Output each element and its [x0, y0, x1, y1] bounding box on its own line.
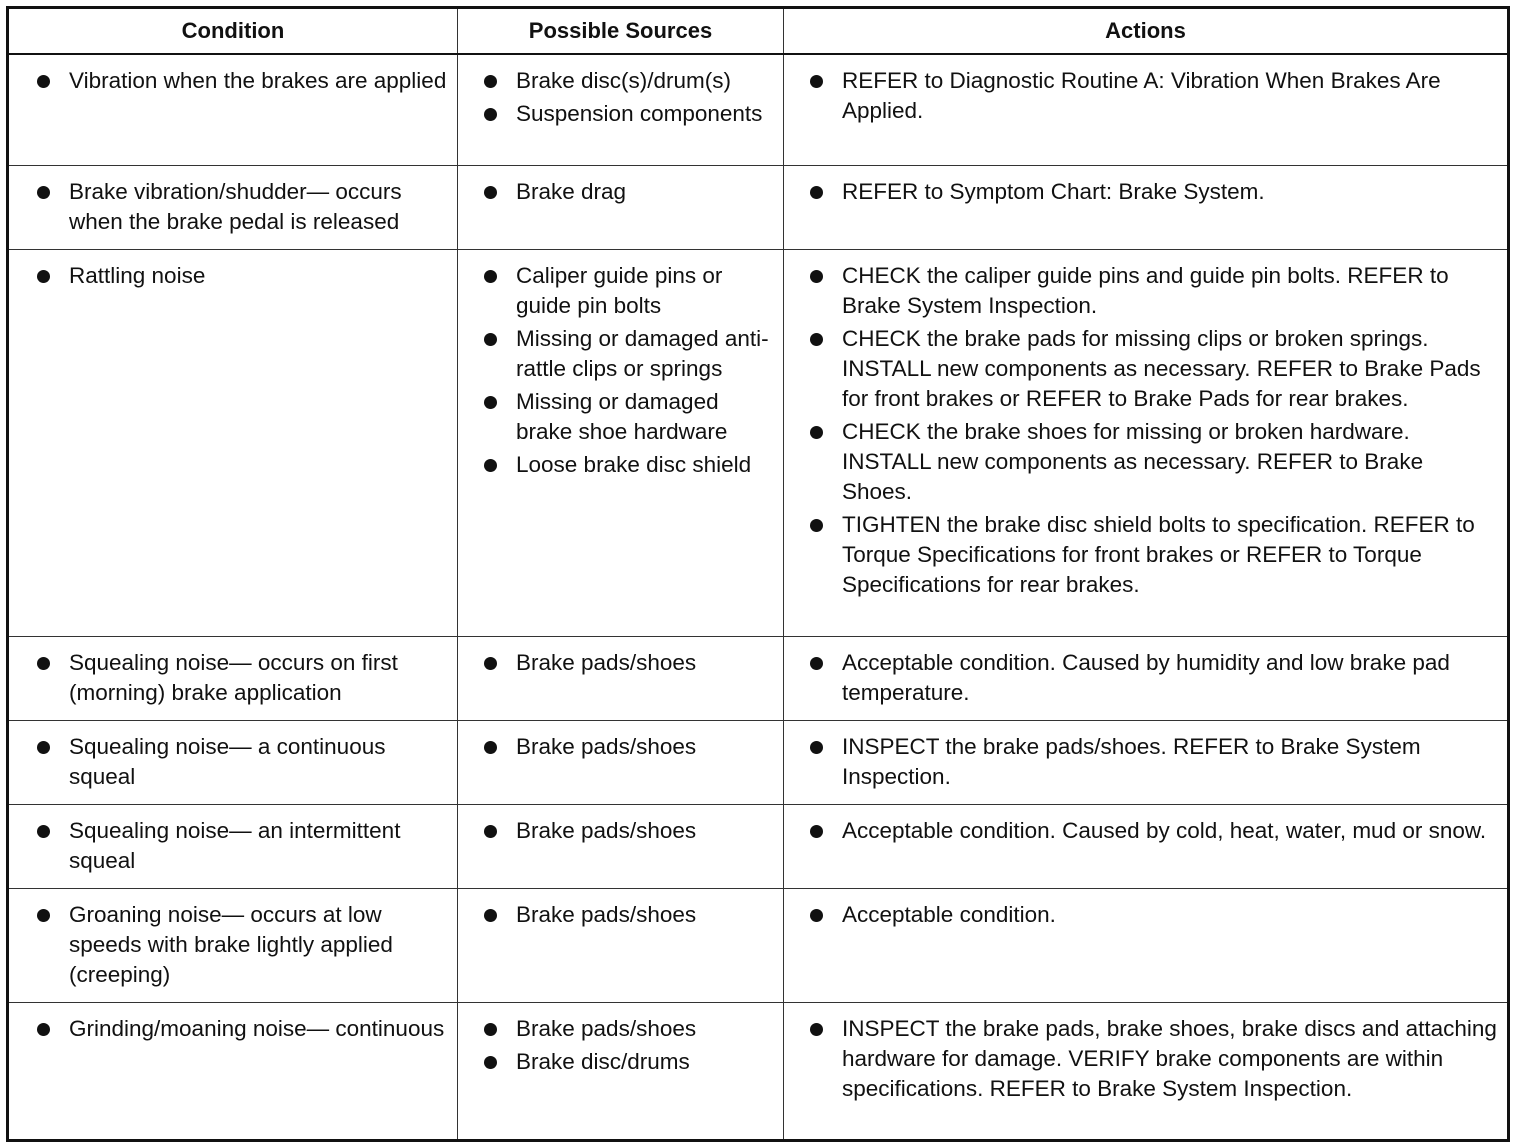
action-item: TIGHTEN the brake disc shield bolts to specification. REFER to Torque Specifications for front brakes or REFER to Torque Specifications for rear brakes.: [808, 510, 1497, 600]
possible-sources-cell: [458, 1002, 784, 1140]
header-actions: Actions: [784, 8, 1509, 55]
actions-cell: [784, 720, 1509, 804]
condition-item: Groaning noise— occurs at low speeds with brake lightly applied (creeping): [35, 900, 447, 990]
sources-list: [482, 648, 773, 678]
action-item: REFER to Symptom Chart: Brake System.: [808, 177, 1497, 207]
possible-sources-cell: [458, 165, 784, 249]
condition-list: [35, 261, 447, 291]
actions-cell: [784, 804, 1509, 888]
condition-list: [35, 732, 447, 792]
actions-cell: [784, 636, 1509, 720]
table-row: [8, 636, 1509, 720]
table-row: [8, 720, 1509, 804]
condition-list: [35, 816, 447, 876]
action-item: INSPECT the brake pads/shoes. REFER to Brake System Inspection.: [808, 732, 1497, 792]
action-item: Acceptable condition.: [808, 900, 1497, 930]
actions-cell: [784, 249, 1509, 636]
diagnostic-table: [6, 6, 1510, 1142]
actions-list: [808, 732, 1497, 792]
action-item: Acceptable condition. Caused by cold, heat, water, mud or snow.: [808, 816, 1497, 846]
actions-list: [808, 900, 1497, 930]
actions-list: [808, 177, 1497, 207]
action-item: INSPECT the brake pads, brake shoes, brake discs and attaching hardware for damage. VERIFY brake components are within specifications. REFER to Brake System Inspection.: [808, 1014, 1497, 1104]
possible-sources-cell: [458, 249, 784, 636]
action-item: CHECK the brake shoes for missing or broken hardware. INSTALL new components as necessary. REFER to Brake Shoes.: [808, 417, 1497, 507]
sources-list: [482, 261, 773, 480]
actions-cell: [784, 54, 1509, 165]
source-item: Brake pads/shoes: [482, 900, 773, 930]
condition-item: Squealing noise— a continuous squeal: [35, 732, 447, 792]
table-row: [8, 804, 1509, 888]
source-item: Caliper guide pins or guide pin bolts: [482, 261, 773, 321]
source-item: Brake pads/shoes: [482, 816, 773, 846]
header-row: [8, 8, 1509, 55]
source-item: Brake pads/shoes: [482, 648, 773, 678]
sources-list: [482, 1014, 773, 1077]
actions-list: [808, 816, 1497, 846]
actions-cell: [784, 165, 1509, 249]
possible-sources-cell: [458, 636, 784, 720]
condition-cell: [8, 54, 458, 165]
condition-cell: [8, 249, 458, 636]
sources-list: [482, 816, 773, 846]
actions-list: [808, 261, 1497, 600]
sources-list: [482, 900, 773, 930]
action-item: REFER to Diagnostic Routine A: Vibration When Brakes Are Applied.: [808, 66, 1497, 126]
table-row: [8, 249, 1509, 636]
sources-list: [482, 66, 773, 129]
condition-item: Rattling noise: [35, 261, 447, 291]
source-item: Suspension components: [482, 99, 773, 129]
source-item: Brake pads/shoes: [482, 1014, 773, 1044]
source-item: Brake drag: [482, 177, 773, 207]
condition-item: Vibration when the brakes are applied: [35, 66, 447, 96]
condition-list: [35, 1014, 447, 1044]
condition-item: Squealing noise— an intermittent squeal: [35, 816, 447, 876]
condition-cell: [8, 1002, 458, 1140]
condition-item: Grinding/moaning noise— continuous: [35, 1014, 447, 1044]
header-condition: Condition: [8, 8, 458, 55]
actions-cell: [784, 888, 1509, 1002]
condition-list: [35, 900, 447, 990]
possible-sources-cell: [458, 804, 784, 888]
condition-list: [35, 66, 447, 96]
sources-list: [482, 177, 773, 207]
action-item: CHECK the brake pads for missing clips or broken springs. INSTALL new components as necessary. REFER to Brake Pads for front brakes or REFER to Brake Pads for rear brakes.: [808, 324, 1497, 414]
source-item: Brake disc/drums: [482, 1047, 773, 1077]
source-item: Brake disc(s)/drum(s): [482, 66, 773, 96]
table-row: [8, 54, 1509, 165]
actions-list: [808, 648, 1497, 708]
table-row: [8, 165, 1509, 249]
sources-list: [482, 732, 773, 762]
table-body: [8, 54, 1509, 1140]
actions-list: [808, 1014, 1497, 1104]
source-item: Brake pads/shoes: [482, 732, 773, 762]
source-item: Loose brake disc shield: [482, 450, 773, 480]
action-item: Acceptable condition. Caused by humidity and low brake pad temperature.: [808, 648, 1497, 708]
condition-cell: [8, 636, 458, 720]
condition-list: [35, 648, 447, 708]
possible-sources-cell: [458, 888, 784, 1002]
condition-item: Squealing noise— occurs on first (morning) brake application: [35, 648, 447, 708]
source-item: Missing or damaged brake shoe hardware: [482, 387, 773, 447]
condition-item: Brake vibration/shudder— occurs when the brake pedal is released: [35, 177, 447, 237]
table-row: [8, 1002, 1509, 1140]
condition-cell: [8, 804, 458, 888]
condition-list: [35, 177, 447, 237]
header-possible-sources: Possible Sources: [458, 8, 784, 55]
condition-cell: [8, 165, 458, 249]
condition-cell: [8, 888, 458, 1002]
condition-cell: [8, 720, 458, 804]
action-item: CHECK the caliper guide pins and guide pin bolts. REFER to Brake System Inspection.: [808, 261, 1497, 321]
possible-sources-cell: [458, 54, 784, 165]
possible-sources-cell: [458, 720, 784, 804]
table-row: [8, 888, 1509, 1002]
actions-cell: [784, 1002, 1509, 1140]
source-item: Missing or damaged anti-rattle clips or springs: [482, 324, 773, 384]
actions-list: [808, 66, 1497, 126]
